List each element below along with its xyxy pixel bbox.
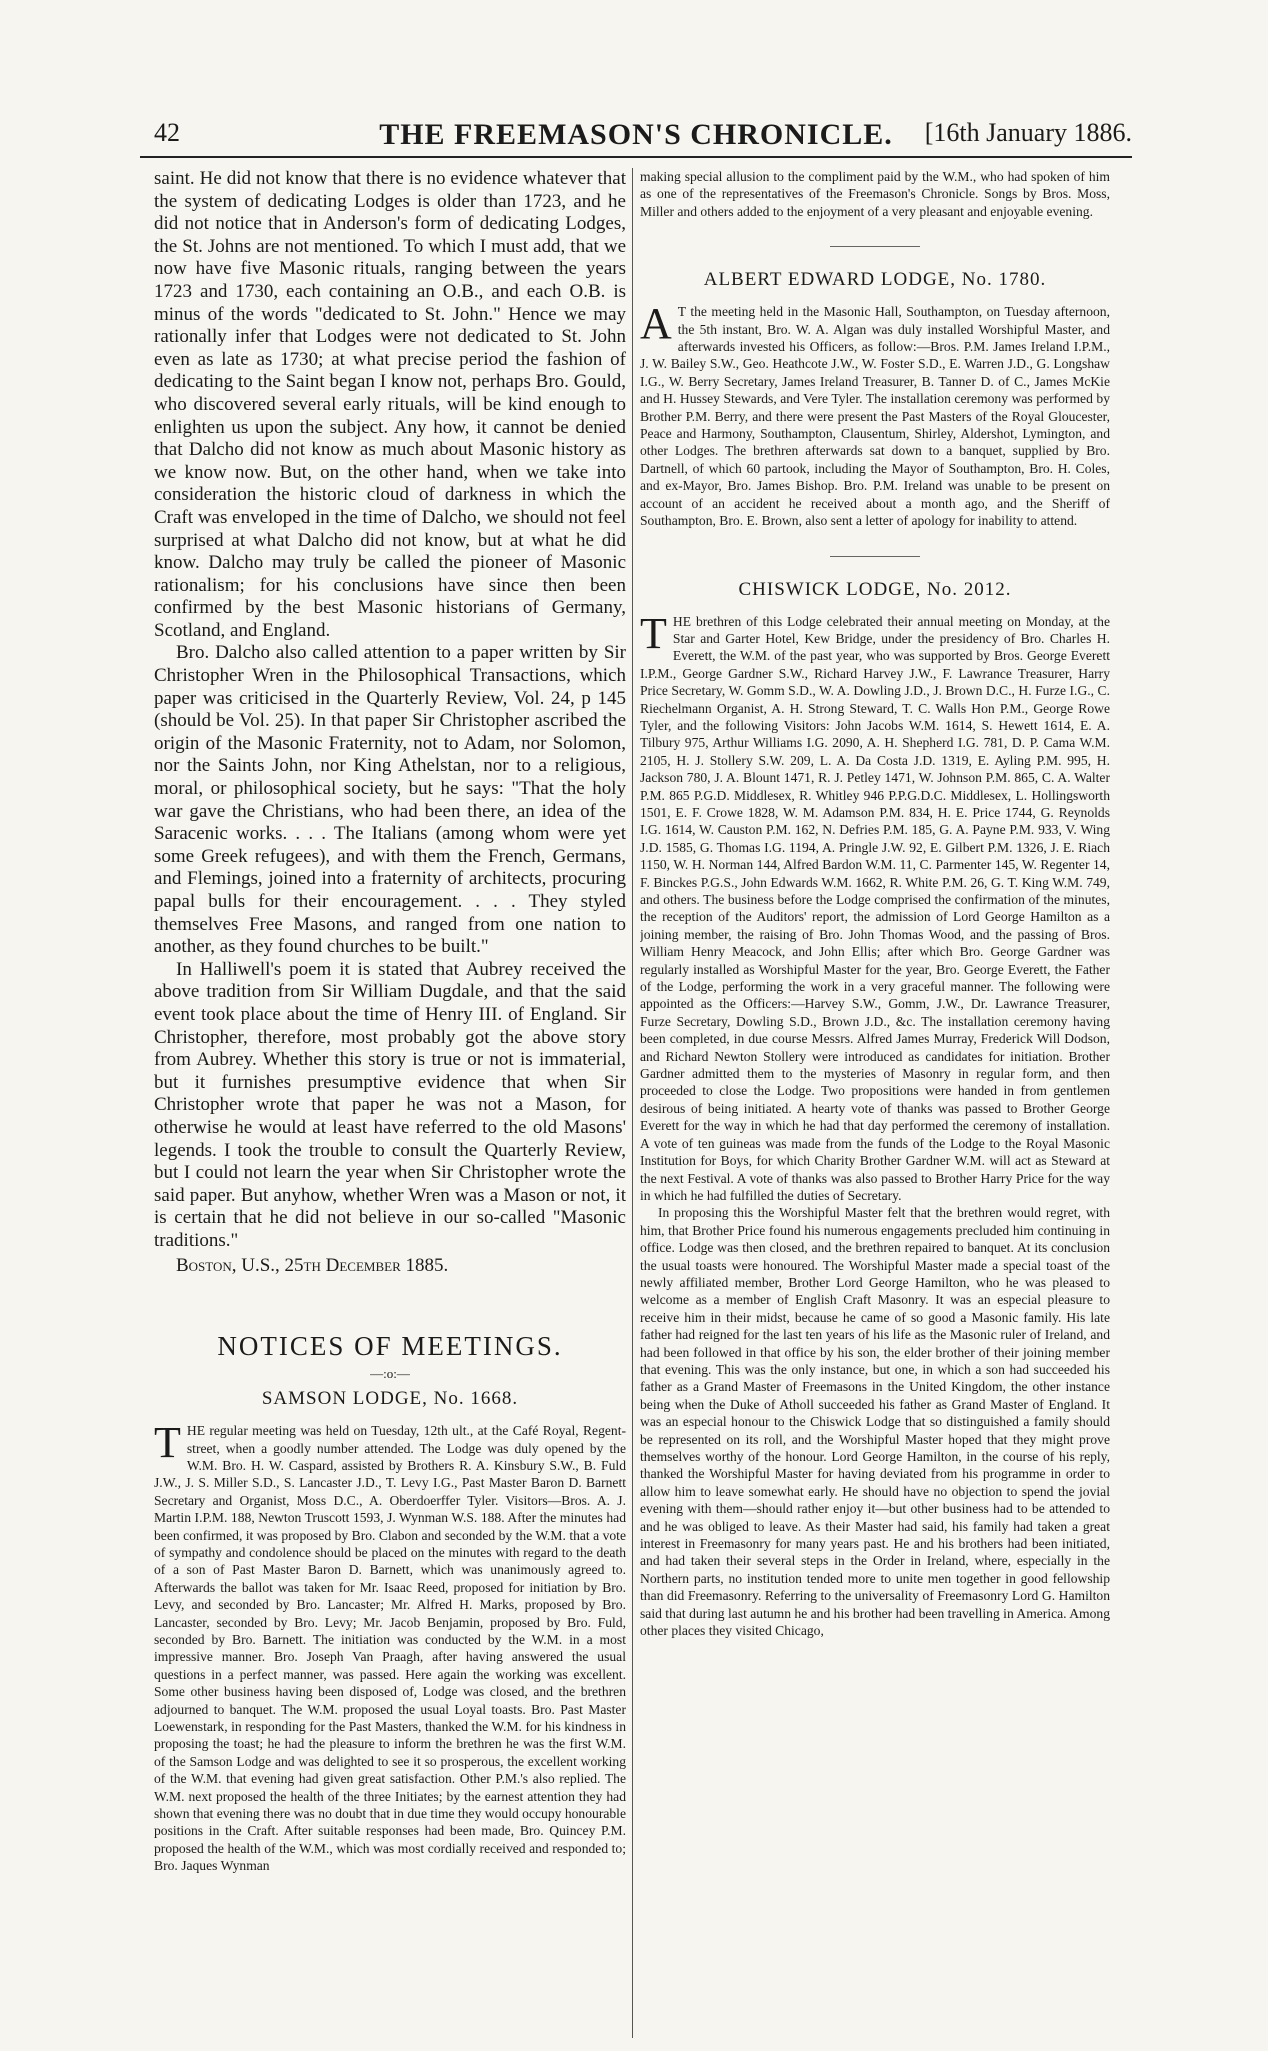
section-separator	[830, 556, 920, 557]
left-column	[154, 168, 626, 2038]
samson-continuation	[640, 168, 1110, 220]
drop-cap: T	[640, 608, 667, 658]
chiswick-lodge-heading: CHISWICK LODGE, No. 2012.	[738, 578, 1012, 600]
albert-edward-lodge-report	[640, 299, 1110, 529]
continuation-text: making special allusion to the compliment paid by the W.M., who had spoken of him as one of the representatives of the Freemason's Chronicle. Songs by Bros. Moss, Miller and others added to the enjoyment of a very pleasant and enjoyable evening.	[640, 169, 1110, 219]
dalcho-article	[154, 168, 626, 1277]
right-column	[640, 168, 1110, 2038]
header-rule	[140, 156, 1132, 158]
samson-lodge-heading: SAMSON LODGE, No. 1668.	[261, 1388, 519, 1410]
column-divider	[632, 168, 633, 2038]
page-header	[140, 118, 1132, 154]
article-paragraph: In Halliwell's poem it is stated that Aubrey received the above tradition from Sir William Dugdale, and that the said event took place about the time of Henry III. of England. Sir Christopher, therefore, most probably got the above story from Aubrey. Whether this story is true or not is immaterial, but it furnishes presumptive evidence that when Sir Christopher wrote that paper he was not a Mason, for otherwise he would at least have referred to the old Masons' legends. I took the trouble to consult the Quarterly Review, but I could not learn the year when Sir Christopher wrote the said paper. But anyhow, whether Wren was a Mason or not, it is certain that he did not believe in our so-called "Masonic traditions."	[154, 958, 626, 1251]
albert-edward-lodge-text: T the meeting held in the Masonic Hall, Southampton, on Tuesday afternoon, the 5th instant, Bro. W. A. Algan was duly installed Worshipful Master, and afterwards invested his Officers, as follow:—Bros. P.M. James Ireland I.P.M., J. W. Bailey S.W., Geo. Heathcote J.W., W. Foster S.D., E. Warren J.D., G. Longshaw I.G., W. Berry Secretary, James Ireland Treasurer, B. Tanner D. of C., James McKie and H. Hussey Stewards, and Vere Tyler. The installation ceremony was performed by Brother P.M. Berry, and there were present the Past Masters of the Royal Gloucester, Peace and Harmony, Southampton, Clausentum, Shirley, Aldershot, Lymington, and other Lodges. The brethren afterwards sat down to a banquet, supplied by Bro. Dartnell, of which 60 partook, including the Mayor of Southampton, Bro. H. Coles, and ex-Mayor, Bro. James Bishop. Bro. P.M. Ireland was unable to be present on account of an accident he received about a month ago, and the Sheriff of Southampton, Bro. E. Brown, also sent a letter of apology for inability to attend.	[640, 304, 1110, 529]
notices-heading: NOTICES OF MEETINGS.	[217, 1331, 563, 1362]
drop-cap: T	[154, 1418, 181, 1468]
newspaper-title: THE FREEMASON'S CHRONICLE.	[379, 118, 893, 151]
issue-date: [16th January 1886.	[924, 118, 1132, 147]
article-paragraph: saint. He did not know that there is no evidence whatever that the system of dedicating Lodges is older than 1723, and he did not notice that in Anderson's form of dedicating Lodges, the St. Johns are not mentioned. To which I must add, that we now have five Masonic rituals, ranging between the years 1723 and 1730, each containing an O.B., and each O.B. is minus of the words "dedicated to St. John." Hence we may rationally infer that Lodges were not dedicated to St. John even as late as 1730; at what precise period the fashion of dedicating to the Saint began I know not, perhaps Bro. Gould, who discovered several early rituals, will be kind enough to enlighten us upon the subject. Any how, it cannot be denied that Dalcho did not know as much about Masonic history as we know now. But, on the other hand, when we take into consideration the historic cloud of darkness in which the Craft was enveloped in the time of Dalcho, we should not feel surprised at what Dalcho did not know, but at what he did know. Dalcho may truly be called the pioneer of Masonic rationalism; for his conclusions have since then been confirmed by the best Masonic historians of Germany, Scotland, and England.	[154, 168, 626, 641]
samson-lodge-text: HE regular meeting was held on Tuesday, 12th ult., at the Café Royal, Regent-street, when a goodly number attended. The Lodge was duly opened by the W.M. Bro. H. W. Caspard, assisted by Brothers R. A. Kinsbury S.W., B. Fuld J.W., J. S. Miller S.D., S. Lancaster J.D., T. Levy I.G., Past Master Baron D. Barnett Secretary and Organist, Moss D.C., A. Oberdoerffer Tyler. Visitors—Bros. A. J. Martin I.P.M. 188, Newton Truscott 1593, J. Wynman W.S. 188. After the minutes had been confirmed, it was proposed by Bro. Clabon and seconded by the W.M. that a vote of sympathy and condolence should be placed on the minutes with regard to the death of a son of Past Master Baron D. Barnett, which was unanimously agreed to. Afterwards the ballot was taken for Mr. Isaac Reed, proposed for initiation by Bro. Levy, and seconded by Bro. Lancaster; Mr. Alfred H. Marks, proposed by Bro. Lancaster, seconded by Bro. Levy; Mr. Jacob Benjamin, proposed by Bro. Fuld, seconded by Bro. Barnett. The initiation was conducted by the W.M. in a most impressive manner. Bro. Joseph Van Praagh, after having answered the usual questions in a perfect manner, was passed. Here again the working was excellent. Some other business having been disposed of, Lodge was closed, and the brethren adjourned to banquet. The W.M. proposed the usual Loyal toasts. Bro. Past Master Loewenstark, in responding for the Past Masters, thanked the W.M. for his kindness in proposing the toast; he had the pleasure to inform the brethren he was the first W.M. of the Samson Lodge and was delighted to see it so prosperous, the excellent working of the W.M. that evening had given great satisfaction. Other P.M.'s also replied. The W.M. next proposed the health of the three Initiates; by the earnest attention they had shown that evening there was no doubt that in due time they would occupy honourable positions in the Craft. After suitable responses had been made, Bro. Quincey P.M. proposed the health of the W.M., which was most cordially received and responded to; Bro. Jaques Wynman	[154, 1423, 626, 1874]
article-paragraph: Bro. Dalcho also called attention to a paper written by Sir Christopher Wren in the Philosophical Transactions, which paper was criticised in the Quarterly Review, Vol. 24, p 145 (should be Vol. 25). In that paper Sir Christopher ascribed the origin of the Masonic Fraternity, not to Adam, nor Solomon, nor the Saints John, nor King Athelstan, nor to a religious, moral, or philosophical society, but he says: "That the holy war gave the Christians, who had been there, an idea of the Saracenic works. . . . The Italians (among whom were yet some Greek refugees), and with them the French, Germans, and Flemings, joined into a fraternity of architects, procuring papal bulls for their encouragement. . . . They styled themselves Free Masons, and ranged from one nation to another, as they found churches to be built."	[154, 642, 626, 958]
chiswick-lodge-report	[640, 608, 1110, 1640]
section-separator	[830, 246, 920, 247]
albert-edward-lodge-heading: ALBERT EDWARD LODGE, No. 1780.	[703, 269, 1047, 291]
notices-ornament: —:o:—	[370, 1366, 410, 1382]
drop-cap: A	[640, 299, 672, 349]
samson-lodge-report	[154, 1418, 626, 1875]
article-signature: Boston, U.S., 25th December 1885.	[176, 1254, 449, 1276]
chiswick-lodge-text: HE brethren of this Lodge celebrated their annual meeting on Monday, at the Star and Garter Hotel, Kew Bridge, under the presidency of Bro. Charles H. Everett, the W.M. of the past year, who was supported by Bros. George Everett I.P.M., George Gardner S.W., Richard Harvey J.W., F. Lawrance Treasurer, Harry Price Secretary, W. Gomm S.D., W. A. Dowling J.D., J. Brown D.C., H. Furze I.G., C. Riechelmann Organist, A. H. Strong Steward, T. C. Walls Hon P.M., George Rowe Tyler, and the following Visitors: John Jacobs W.M. 1614, S. Hewett 1614, E. A. Tilbury 975, Arthur Williams I.G. 2090, A. H. Shepherd I.G. 781, D. P. Cama W.M. 2105, H. J. Stollery S.W. 209, L. A. Da Costa J.D. 1319, E. Ayling P.M. 995, H. Jackson 780, J. A. Blount 1471, R. J. Petley 1471, W. Johnson P.M. 865, C. A. Walter P.M. 865 P.G.D. Middlesex, R. Whitley 946 P.P.G.D.C. Middlesex, L. Hollingsworth 1501, E. F. Crowe 1828, W. M. Adamson P.M. 834, H. E. Price 1744, G. Reynolds I.G. 1614, W. Causton P.M. 162, N. Defries P.M. 185, G. A. Payne P.M. 933, V. Wing J.D. 1585, G. Thomas I.G. 1194, A. Pringle J.W. 92, E. Gilbert P.M. 1326, J. E. Riach 1150, W. H. Norman 144, Alfred Bardon W.M. 11, C. Parmenter 145, W. Regenter 14, F. Binckes P.G.S., John Edwards W.M. 1662, R. White P.M. 26, G. T. King W.M. 749, and others. The business before the Lodge comprised the confirmation of the minutes, the reception of the Auditors' report, the admission of Lord George Hamilton as a joining member, the raising of Bro. John Thomas Wood, and the passing of Bros. William Henry Meacock, and John Ellis; after which Bro. George Gardner was regularly installed as Worshipful Master for the year, Bro. George Everett, the Father of the Lodge, performing the work in a very graceful manner. The following were appointed as the Officers:—Harvey S.W., Gomm, J.W., Dr. Lawrance Treasurer, Furze Secretary, Dowling S.D., Brown J.D., &c. The installation ceremony having been completed, in due course Messrs. Alfred James Murray, Frederick Will Dodson, and Richard Newton Stollery were introduced as candidates for initiation. Brother Gardner admitted them to the mysteries of Masonry in regular form, and then proceeded to close the Lodge. Two propositions were handed in from gentlemen desirous of being initiated. A hearty vote of thanks was passed to Brother George Everett for the way in which he had that day performed the ceremony of installation. A vote of ten guineas was made from the funds of the Lodge to the Royal Masonic Institution for Boys, for which Charity Brother Gardner W.M. will act as Steward at the next Festival. A vote of thanks was also passed to Brother Harry Price for the way in which he had fulfilled the duties of Secretary.	[640, 613, 1110, 1203]
chiswick-lodge-paragraph: In proposing this the Worshipful Master felt that the brethren would regret, with him, that Brother Price found his numerous engagements precluded him continuing in office. Lodge was then closed, and the brethren repaired to banquet. At its conclusion the usual toasts were honoured. The Worshipful Master made a special toast of the newly affiliated member, Brother Lord George Hamilton, who he was pleased to welcome as a member of English Craft Masonry. It was an especial pleasure to receive him in their midst, because he came of so good a Masonic family. His late father had reigned for the last ten years of his life as the Masonic ruler of Ireland, and had been followed in that office by his son, the elder brother of their joining member that evening. This was the only instance, but one, in which a son had succeeded his father as a Grand Master of Freemasons in the United Kingdom, the other instance being when the Duke of Atholl succeeded his father as Grand Master of England. It was an especial honour to the Chiswick Lodge that so distinguished a family should be represented on its roll, and the Worshipful Master hoped that they might prove themselves worthy of the honour. Lord George Hamilton, in the course of his reply, thanked the Worshipful Master for having deviated from his programme in order to allow him to leave somewhat early. He should have no objection to spend the jovial evening with them—should rather enjoy it—but other business had to be attended to and he was obliged to leave. As their Master had said, his family had taken a great interest in Freemasonry for many years past. He and his brothers had been initiated, and had taken their several steps in the Order in Ireland, where, especially in the Northern parts, no institution tended more to unite men together in good fellowship than did Freemasonry. Referring to the universality of Freemasonry Lord G. Hamilton said that during last autumn he and his brother had been travelling in America. Among other places they visited Chicago,	[640, 1205, 1110, 1639]
page-number: 42	[154, 118, 180, 147]
